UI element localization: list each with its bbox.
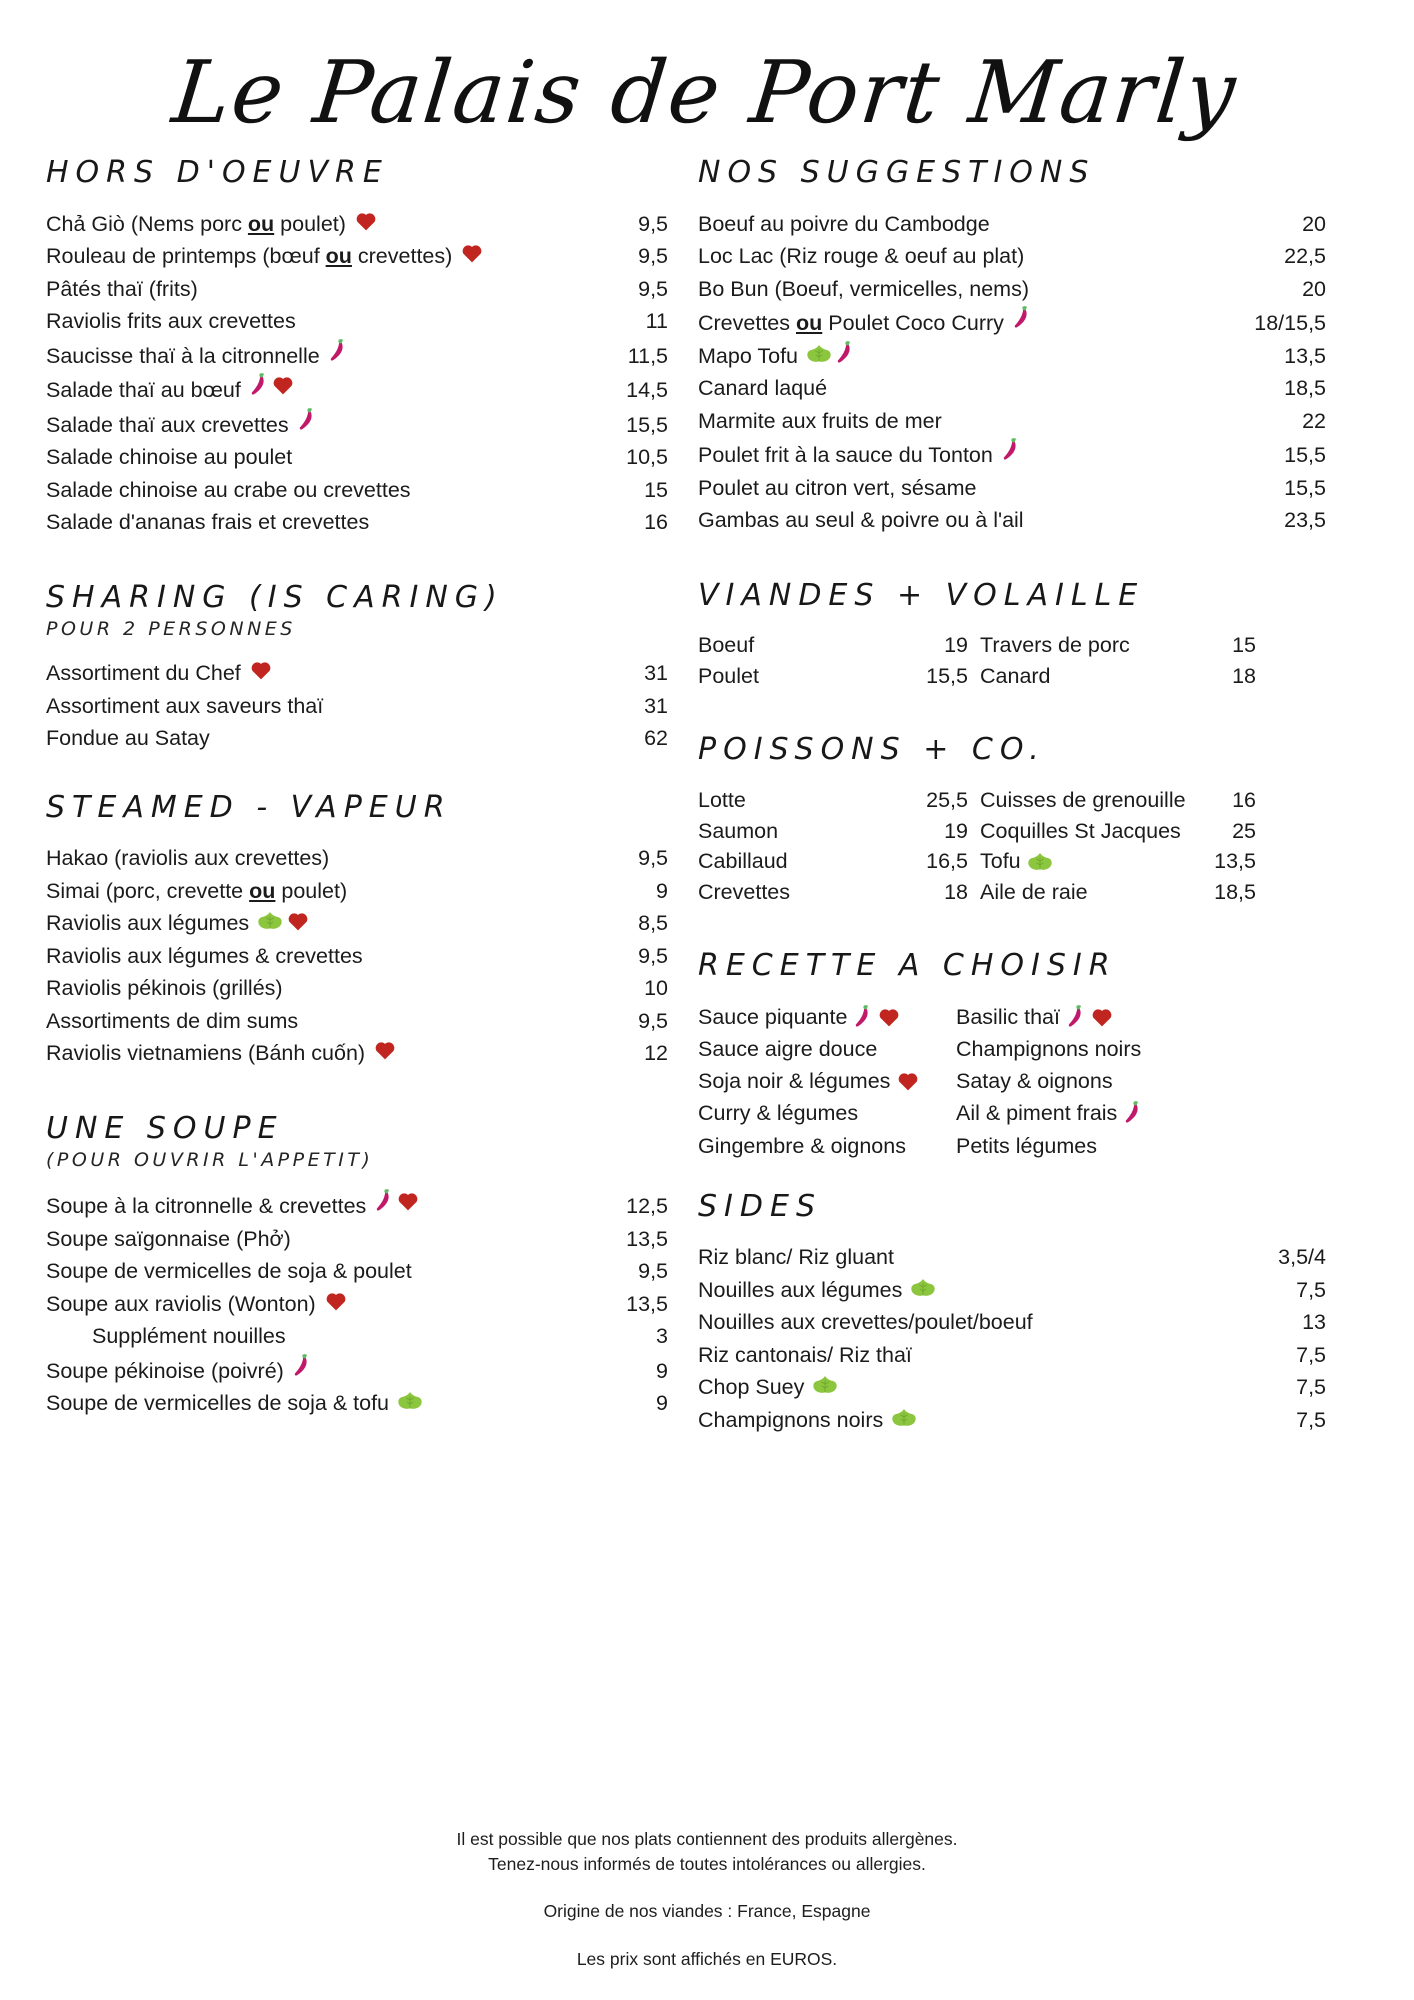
menu-item-price: 10 bbox=[644, 976, 668, 1001]
menu-item-name: Boeuf au poivre du Cambodge bbox=[698, 211, 990, 236]
menu-item-row bbox=[698, 1306, 1326, 1339]
menu-item-label: Coquilles St Jacques bbox=[980, 818, 1181, 843]
menu-section bbox=[698, 947, 1326, 1162]
menu-columns bbox=[0, 144, 1414, 1444]
menu-item-name: Salade thaï au bœuf bbox=[46, 378, 241, 403]
menu-item-row bbox=[698, 305, 1326, 340]
menu-item-name: Salade thaï aux crevettes bbox=[46, 412, 289, 437]
menu-item-name: Crevettes ou Poulet Coco Curry bbox=[698, 311, 1004, 336]
menu-item-price: 62 bbox=[644, 726, 668, 751]
leaf-icon bbox=[892, 1408, 916, 1427]
menu-item-name: Poulet bbox=[698, 663, 759, 688]
menu-item-list bbox=[46, 208, 668, 539]
menu-item-price: 22 bbox=[1302, 408, 1326, 433]
menu-item-label: Cuisses de grenouille bbox=[980, 787, 1186, 812]
menu-item-name: Sauce aigre douce bbox=[698, 1036, 878, 1061]
menu-item-price: 31 bbox=[644, 661, 668, 686]
menu-item-label: Aile de raie bbox=[980, 879, 1088, 904]
menu-item-price: 13,5 bbox=[1214, 849, 1256, 874]
menu-item-name: Chop Suey bbox=[698, 1375, 805, 1400]
menu-item-name: Ail & piment frais bbox=[956, 1101, 1118, 1126]
menu-item-price: 7,5 bbox=[1296, 1277, 1326, 1302]
item-icons bbox=[883, 1408, 916, 1427]
menu-item-name: Hakao (raviolis aux crevettes) bbox=[46, 846, 330, 871]
menu-item-price: 18,5 bbox=[1214, 879, 1256, 904]
menu-item-list bbox=[698, 1241, 1326, 1436]
menu-item-name: Canard laqué bbox=[698, 376, 828, 401]
menu-item-name: Riz blanc/ Riz gluant bbox=[698, 1245, 894, 1270]
menu-item-name: Crevettes bbox=[698, 879, 791, 904]
chili-pepper-icon bbox=[854, 1005, 871, 1029]
menu-item-price: 15,5 bbox=[1284, 475, 1326, 500]
menu-item-name: Cabillaud bbox=[698, 849, 788, 874]
heart-icon bbox=[325, 1291, 347, 1311]
menu-item-name: Lotte bbox=[698, 787, 746, 812]
leaf-icon bbox=[813, 1375, 837, 1394]
heart-icon bbox=[374, 1040, 396, 1060]
menu-item-price: 15,5 bbox=[1284, 443, 1326, 468]
menu-item-price: 14,5 bbox=[626, 378, 668, 403]
item-icons bbox=[452, 243, 483, 263]
menu-item-row bbox=[698, 1274, 1326, 1307]
section-header: UNE SOUPE bbox=[46, 1110, 284, 1146]
section-subtitle: (POUR OUVRIR L'APPETIT) bbox=[46, 1149, 374, 1172]
menu-item-price: 9,5 bbox=[638, 943, 668, 968]
menu-item-price: 19 bbox=[944, 633, 968, 658]
leaf-icon bbox=[398, 1391, 422, 1410]
menu-item-row bbox=[46, 1037, 668, 1070]
chili-pepper-icon bbox=[1124, 1101, 1141, 1125]
menu-item-price: 18 bbox=[1232, 663, 1256, 688]
menu-item-price: 12 bbox=[644, 1041, 668, 1066]
menu-item-row bbox=[46, 441, 668, 474]
menu-item-row bbox=[46, 842, 668, 875]
menu-item-name: Nouilles aux légumes bbox=[698, 1277, 903, 1302]
menu-item-label: Tofu bbox=[980, 849, 1021, 874]
menu-item-row bbox=[46, 1255, 668, 1288]
leaf-icon bbox=[807, 344, 831, 363]
menu-item-row bbox=[46, 907, 668, 940]
menu-item-row bbox=[956, 1130, 1188, 1162]
menu-item-name: Soupe saïgonnaise (Phở) bbox=[46, 1226, 291, 1251]
menu-item-row bbox=[46, 372, 668, 407]
menu-item-name: Soupe pékinoise (poivré) bbox=[46, 1358, 284, 1383]
menu-section bbox=[698, 1188, 1326, 1437]
item-icons bbox=[798, 341, 853, 365]
item-icons bbox=[316, 1291, 347, 1311]
menu-item-price: 9,5 bbox=[638, 211, 668, 236]
item-icons bbox=[389, 1391, 422, 1410]
chili-pepper-icon bbox=[293, 1354, 310, 1378]
menu-item-name: Petits légumes bbox=[956, 1133, 1098, 1158]
menu-item-name: Raviolis aux légumes & crevettes bbox=[46, 943, 363, 968]
heart-icon bbox=[878, 1007, 900, 1027]
menu-item-price: 10,5 bbox=[626, 445, 668, 470]
chili-pepper-icon bbox=[1067, 1005, 1084, 1029]
menu-item-row bbox=[46, 690, 668, 723]
menu-item-row bbox=[698, 504, 1326, 537]
menu-item-row bbox=[46, 338, 668, 373]
footer-allergen-line-1: Il est possible que nos plats contiennent des produits allergènes. bbox=[456, 1828, 958, 1849]
menu-item-name: Raviolis pékinois (grillés) bbox=[46, 976, 283, 1001]
menu-item-row bbox=[698, 1404, 1326, 1437]
menu-item-name: Loc Lac (Riz rouge & oeuf au plat) bbox=[698, 244, 1025, 269]
item-icons bbox=[249, 911, 309, 931]
menu-item-name: Assortiments de dim sums bbox=[46, 1008, 299, 1033]
menu-item-row bbox=[698, 273, 1326, 306]
menu-section bbox=[46, 789, 668, 1070]
menu-item-row bbox=[698, 240, 1326, 273]
menu-item-price: 9,5 bbox=[638, 276, 668, 301]
section-header: SHARING (IS CARING) bbox=[46, 579, 504, 615]
menu-item-name: Soupe de vermicelles de soja & tofu bbox=[46, 1391, 390, 1416]
menu-item-name bbox=[980, 630, 1190, 661]
section-header: NOS SUGGESTIONS bbox=[698, 155, 1096, 191]
menu-item-row bbox=[46, 474, 668, 507]
item-icons bbox=[366, 1189, 419, 1213]
menu-item-name: Poulet au citron vert, sésame bbox=[698, 475, 977, 500]
menu-item-row bbox=[46, 240, 668, 273]
item-icons bbox=[320, 339, 346, 363]
menu-item-name: Salade chinoise au crabe ou crevettes bbox=[46, 477, 411, 502]
menu-item-row bbox=[698, 208, 1326, 241]
menu-item-price: 13,5 bbox=[1284, 343, 1326, 368]
footer-origin-line: Origine de nos viandes : France, Espagne bbox=[543, 1901, 871, 1922]
menu-item-name: Satay & oignons bbox=[956, 1069, 1113, 1094]
menu-item-price: 7,5 bbox=[1296, 1342, 1326, 1367]
heart-icon bbox=[355, 211, 377, 231]
menu-item-price: 15,5 bbox=[626, 412, 668, 437]
menu-item-price: 13 bbox=[1302, 1310, 1326, 1335]
menu-item-name: Pâtés thaï (frits) bbox=[46, 276, 198, 301]
page-title: Le Palais de Port Marly bbox=[167, 43, 1242, 143]
menu-item-row bbox=[46, 273, 668, 306]
chili-pepper-icon bbox=[298, 408, 315, 432]
menu-item-price: 15 bbox=[1232, 633, 1256, 658]
menu-item-name: Poulet frit à la sauce du Tonton bbox=[698, 443, 993, 468]
menu-item-name: Saumon bbox=[698, 818, 779, 843]
menu-item-row bbox=[698, 1241, 1326, 1274]
menu-item-list bbox=[46, 657, 668, 755]
section-subtitle: POUR 2 PERSONNES bbox=[46, 618, 296, 641]
menu-item-name: Raviolis vietnamiens (Bánh cuốn) bbox=[46, 1041, 366, 1066]
menu-item-name: Assortiment du Chef bbox=[46, 661, 241, 686]
menu-item-row bbox=[46, 407, 668, 442]
menu-item-name: Rouleau de printemps (bœuf ou crevettes) bbox=[46, 244, 453, 269]
menu-item-row bbox=[46, 875, 668, 908]
item-icons bbox=[284, 1354, 310, 1378]
menu-item-row bbox=[46, 1353, 668, 1388]
menu-item-price: 9,5 bbox=[638, 1008, 668, 1033]
footer-currency-line: Les prix sont affichés en EUROS. bbox=[576, 1948, 838, 1969]
menu-item-name: Soupe aux raviolis (Wonton) bbox=[46, 1291, 316, 1316]
heart-icon bbox=[250, 660, 272, 680]
poissons-grid bbox=[698, 785, 1326, 907]
menu-item-row bbox=[46, 1387, 668, 1420]
menu-item-price: 15,5 bbox=[926, 663, 968, 688]
menu-item-row bbox=[956, 1097, 1188, 1129]
menu-item-price: 8,5 bbox=[638, 911, 668, 936]
menu-item-row bbox=[46, 1223, 668, 1256]
chili-pepper-icon bbox=[836, 341, 853, 365]
menu-item-price: 9 bbox=[656, 878, 668, 903]
menu-item-row bbox=[698, 1001, 940, 1033]
menu-item-price: 9 bbox=[656, 1391, 668, 1416]
leaf-icon bbox=[911, 1278, 935, 1297]
menu-section bbox=[46, 579, 668, 755]
menu-item-row bbox=[956, 1001, 1188, 1033]
item-icons bbox=[993, 438, 1019, 462]
menu-item-name: Basilic thaï bbox=[956, 1004, 1060, 1029]
section-header: POISSONS + CO. bbox=[698, 732, 1046, 768]
menu-item-row bbox=[698, 1130, 940, 1162]
item-icons bbox=[346, 211, 377, 231]
menu-item-name bbox=[980, 816, 1190, 847]
menu-item-name: Gambas au seul & poivre ou à l'ail bbox=[698, 508, 1024, 533]
menu-item-name: Nouilles aux crevettes/poulet/boeuf bbox=[698, 1310, 1033, 1335]
leaf-icon bbox=[258, 911, 282, 930]
chili-pepper-icon bbox=[1002, 438, 1019, 462]
section-header: HORS D'OEUVRE bbox=[46, 155, 389, 191]
menu-item-row bbox=[698, 1097, 940, 1129]
menu-item-name: Riz cantonais/ Riz thaï bbox=[698, 1342, 912, 1367]
menu-item-price: 12,5 bbox=[626, 1194, 668, 1219]
menu-section bbox=[698, 731, 1326, 907]
menu-item-price: 25,5 bbox=[926, 787, 968, 812]
menu-item-price: 9 bbox=[656, 1358, 668, 1383]
menu-item-row bbox=[698, 1033, 940, 1065]
menu-item-price: 18,5 bbox=[1284, 376, 1326, 401]
section-header: SIDES bbox=[698, 1188, 822, 1224]
menu-item-name: Gingembre & oignons bbox=[698, 1133, 906, 1158]
menu-item-row bbox=[46, 1188, 668, 1223]
menu-item-price: 18/15,5 bbox=[1254, 311, 1326, 336]
item-icons bbox=[289, 408, 315, 432]
menu-item-row bbox=[956, 1033, 1188, 1065]
menu-item-price: 7,5 bbox=[1296, 1407, 1326, 1432]
footer-allergen-line-2: Tenez-nous informés de toutes intolérances ou allergies. bbox=[488, 1853, 926, 1874]
menu-item-row bbox=[46, 506, 668, 539]
heart-icon bbox=[397, 1191, 419, 1211]
menu-item-price: 16 bbox=[644, 510, 668, 535]
menu-item-name bbox=[980, 877, 1190, 908]
menu-item-row bbox=[46, 1288, 668, 1321]
menu-item-price: 9,5 bbox=[638, 244, 668, 269]
menu-item-name: Marmite aux fruits de mer bbox=[698, 408, 942, 433]
menu-item-price: 31 bbox=[644, 693, 668, 718]
item-icons bbox=[241, 660, 272, 680]
menu-item-price: 25 bbox=[1232, 818, 1256, 843]
menu-item-price: 9,5 bbox=[638, 846, 668, 871]
menu-section bbox=[698, 154, 1326, 537]
menu-item-price: 11,5 bbox=[627, 343, 668, 368]
menu-item-name: Curry & légumes bbox=[698, 1101, 859, 1126]
menu-item-row bbox=[46, 1005, 668, 1038]
chili-pepper-icon bbox=[375, 1189, 392, 1213]
menu-item-name bbox=[980, 846, 1190, 877]
menu-item-row bbox=[698, 340, 1326, 373]
menu-section bbox=[46, 1110, 668, 1420]
menu-item-name: Soupe de vermicelles de soja & poulet bbox=[46, 1259, 412, 1284]
menu-item-price: 16 bbox=[1232, 787, 1256, 812]
menu-item-name bbox=[980, 785, 1190, 816]
menu-item-price: 18 bbox=[944, 879, 968, 904]
menu-item-name: Champignons noirs bbox=[698, 1407, 884, 1432]
recette-grid bbox=[698, 1001, 1326, 1162]
menu-item-name: Raviolis aux légumes bbox=[46, 911, 250, 936]
menu-item-name: Champignons noirs bbox=[956, 1036, 1142, 1061]
menu-item-row bbox=[698, 372, 1326, 405]
menu-item-row bbox=[46, 940, 668, 973]
menu-item-list bbox=[46, 1188, 668, 1420]
menu-section bbox=[698, 577, 1326, 692]
menu-item-price: 7,5 bbox=[1296, 1375, 1326, 1400]
menu-item-name: Simai (porc, crevette ou poulet) bbox=[46, 878, 348, 903]
menu-item-name: Bo Bun (Boeuf, vermicelles, nems) bbox=[698, 276, 1029, 301]
menu-item-name bbox=[980, 661, 1190, 692]
heart-icon bbox=[1091, 1007, 1113, 1027]
heart-icon bbox=[287, 911, 309, 931]
menu-column-right bbox=[698, 154, 1326, 1444]
menu-item-list bbox=[698, 208, 1326, 537]
menu-item-row bbox=[46, 722, 668, 755]
menu-item-price: 11 bbox=[645, 309, 668, 334]
menu-item-name: Soupe à la citronnelle & crevettes bbox=[46, 1194, 367, 1219]
menu-item-price: 22,5 bbox=[1284, 244, 1326, 269]
menu-item-row bbox=[698, 1065, 940, 1097]
menu-item-name: Sauce piquante bbox=[698, 1004, 848, 1029]
menu-item-row bbox=[46, 657, 668, 690]
menu-item-price: 20 bbox=[1302, 211, 1326, 236]
menu-item-row bbox=[46, 1320, 668, 1353]
menu-item-name: Raviolis frits aux crevettes bbox=[46, 309, 296, 334]
chili-pepper-icon bbox=[1013, 306, 1030, 330]
menu-item-row bbox=[698, 1339, 1326, 1372]
section-header: VIANDES + VOLAILLE bbox=[698, 577, 1145, 613]
menu-item-row bbox=[46, 972, 668, 1005]
section-header: RECETTE A CHOISIR bbox=[698, 948, 1117, 984]
menu-item-price: 3,5/4 bbox=[1278, 1245, 1326, 1270]
menu-item-name: Soja noir & légumes bbox=[698, 1069, 891, 1094]
menu-item-price: 20 bbox=[1302, 276, 1326, 301]
footer-notes bbox=[0, 1827, 1414, 1973]
item-icons bbox=[241, 373, 294, 397]
menu-item-list bbox=[46, 842, 668, 1070]
menu-item-price: 13,5 bbox=[626, 1226, 668, 1251]
heart-icon bbox=[272, 375, 294, 395]
chili-pepper-icon bbox=[329, 339, 346, 363]
menu-item-label: Canard bbox=[980, 663, 1051, 688]
viandes-grid bbox=[698, 630, 1326, 691]
heart-icon bbox=[461, 243, 483, 263]
menu-section bbox=[46, 154, 668, 539]
menu-item-price: 9,5 bbox=[638, 1259, 668, 1284]
menu-item-name: Salade d'ananas frais et crevettes bbox=[46, 510, 370, 535]
menu-column-left bbox=[46, 154, 668, 1428]
chili-pepper-icon bbox=[250, 373, 267, 397]
section-header: STEAMED - VAPEUR bbox=[46, 789, 452, 825]
item-icons bbox=[902, 1278, 935, 1297]
menu-item-name: Salade chinoise au poulet bbox=[46, 445, 293, 470]
menu-item-price: 15 bbox=[644, 477, 668, 502]
heart-icon bbox=[897, 1071, 919, 1091]
menu-item-row bbox=[698, 472, 1326, 505]
menu-item-name: Mapo Tofu bbox=[698, 343, 799, 368]
menu-item-row bbox=[698, 437, 1326, 472]
item-icons bbox=[365, 1040, 396, 1060]
menu-item-name: Assortiment aux saveurs thaï bbox=[46, 693, 324, 718]
item-icons bbox=[804, 1375, 837, 1394]
leaf-icon bbox=[1028, 852, 1052, 871]
menu-item-price: 19 bbox=[944, 818, 968, 843]
menu-item-row bbox=[46, 208, 668, 241]
menu-item-name: Supplément nouilles bbox=[92, 1324, 286, 1349]
menu-item-price: 16,5 bbox=[926, 849, 968, 874]
menu-item-price: 23,5 bbox=[1284, 508, 1326, 533]
menu-item-price: 13,5 bbox=[626, 1291, 668, 1316]
menu-item-name: Boeuf bbox=[698, 633, 755, 658]
menu-item-row bbox=[956, 1065, 1188, 1097]
menu-item-name: Fondue au Satay bbox=[46, 726, 210, 751]
menu-item-label: Travers de porc bbox=[980, 633, 1130, 658]
menu-item-row bbox=[698, 405, 1326, 438]
menu-item-name: Chả Giò (Nems porc ou poulet) bbox=[46, 211, 346, 236]
menu-item-price: 3 bbox=[656, 1324, 668, 1349]
item-icons bbox=[1004, 306, 1030, 330]
menu-item-row bbox=[698, 1371, 1326, 1404]
menu-item-name: Saucisse thaï à la citronnelle bbox=[46, 343, 320, 368]
menu-item-row bbox=[46, 305, 668, 338]
